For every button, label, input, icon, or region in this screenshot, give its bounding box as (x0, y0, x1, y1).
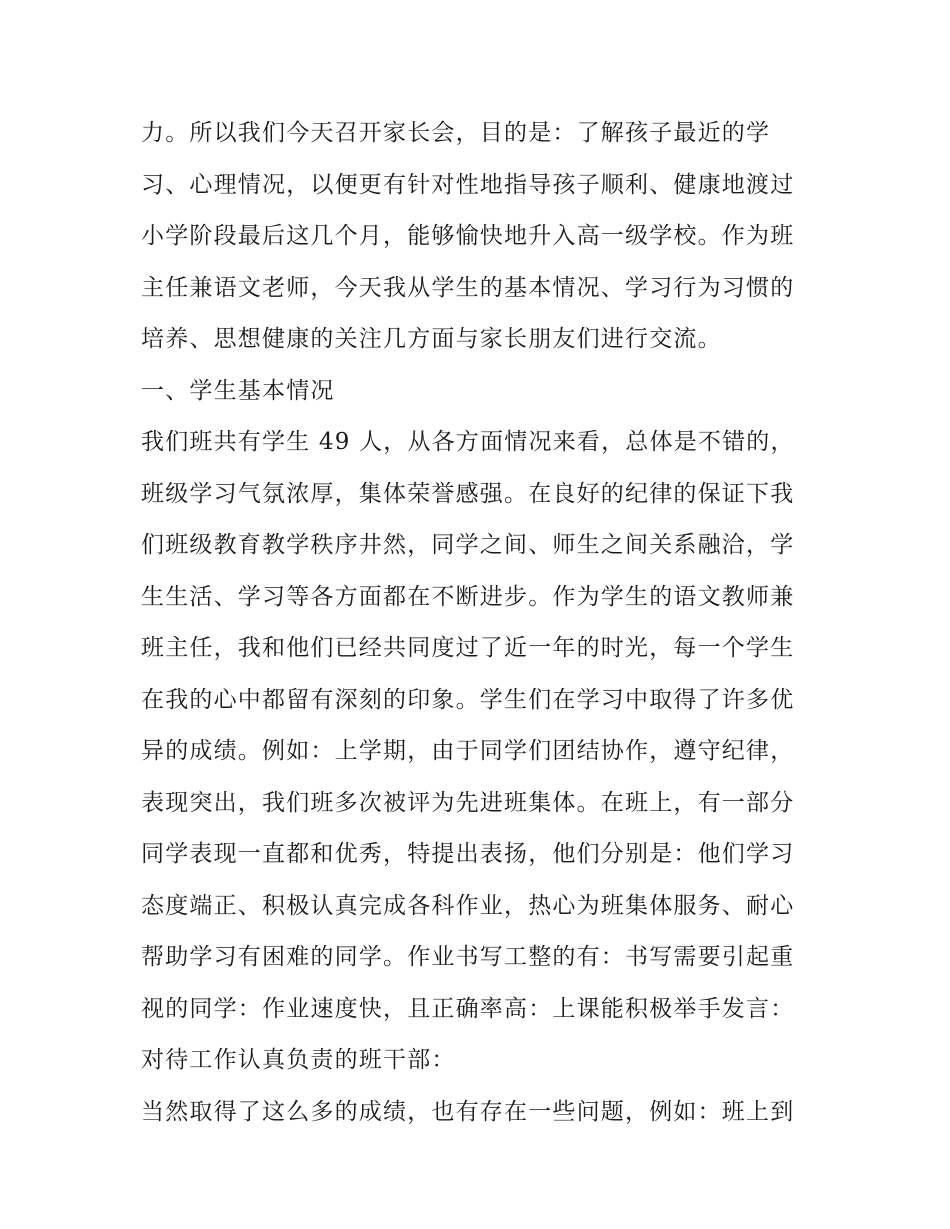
text-line: 班级学习气氛浓厚，集体荣誉感强。在良好的纪律的保证下我 (141, 480, 795, 507)
text-line: 表现突出，我们班多次被评为先进班集体。在班上，有一部分 (141, 789, 795, 816)
text-line: 小学阶段最后这几个月，能够愉快地升入高一级学校。作为班 (141, 223, 795, 249)
text-line: 同学表现一直都和优秀，特提出表扬，他们分别是：他们学习 (141, 841, 795, 867)
text-line: 力。所以我们今天召开家长会，目的是：了解孩子最近的学 (141, 120, 771, 146)
body-text (141, 108, 821, 1138)
text-line: 异的成绩。例如：上学期，由于同学们团结协作，遵守纪律， (141, 738, 795, 764)
text-line: 生生活、学习等各方面都在不断进步。作为学生的语文教师兼 (141, 583, 795, 610)
section-heading: 一、学生基本情况 (141, 377, 335, 404)
text-line: 态度端正、积极认真完成各科作业，热心为班集体服务、耐心 (141, 892, 795, 919)
text-line: 对待工作认真负责的班干部： (141, 1047, 456, 1073)
text-line: 班主任，我和他们已经共同度过了近一年的时光，每一个学生 (141, 635, 795, 661)
text-line: 培养、思想健康的关注几方面与家长朋友们进行交流。 (141, 326, 722, 352)
text-line: 当然取得了这么多的成绩，也有存在一些问题，例如：班上到 (141, 1098, 795, 1125)
text-line: 们班级教育教学秩序井然，同学之间、师生之间关系融洽，学 (141, 532, 795, 558)
text-line: 习、心理情况，以便更有针对性地指导孩子顺利、健康地渡过 (141, 171, 795, 198)
text-line: 视的同学：作业速度快，且正确率高：上课能积极举手发言： (141, 995, 795, 1022)
text-line: 在我的心中都留有深刻的印象。学生们在学习中取得了许多优 (141, 686, 795, 713)
text-line: 主任兼语文老师，今天我从学生的基本情况、学习行为习惯的 (141, 274, 795, 301)
text-line: 我们班共有学生 49 人，从各方面情况来看，总体是不错的， (141, 429, 795, 455)
text-line: 帮助学习有困难的同学。作业书写工整的有：书写需要引起重 (141, 944, 795, 970)
